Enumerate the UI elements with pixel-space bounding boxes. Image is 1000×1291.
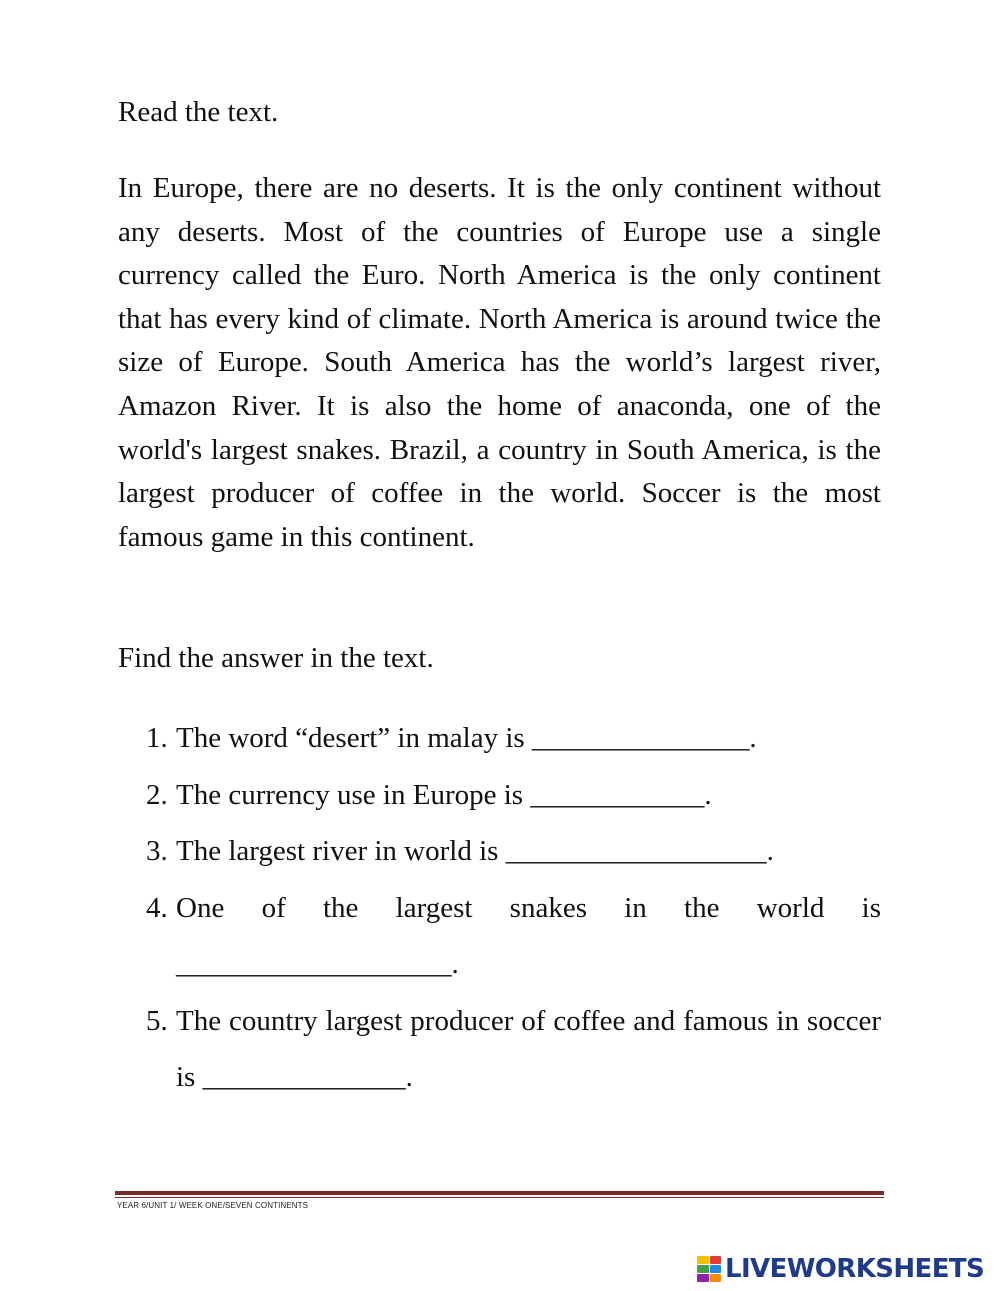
liveworksheets-logo-icon [697, 1256, 721, 1282]
question-number: 4. [146, 891, 168, 924]
question-text: The currency use in Europe is ____________. [176, 778, 712, 811]
logo-block [710, 1265, 722, 1273]
question-number: 5. [146, 1004, 168, 1037]
question-text: The largest river in world is __________________. [176, 835, 774, 867]
question-number: 2. [146, 778, 168, 811]
question-number: 3. [146, 835, 168, 867]
question-text: The word “desert” in malay is _______________. [176, 722, 757, 754]
question-text: The country largest producer of coffee and famous in soccer is ______________. [176, 1004, 881, 1093]
reading-passage: In Europe, there are no deserts. It is the only continent without any deserts. Most of the countries of Europe use a single currency called the Euro. North America is the only continent that has every kind of climate. North America is around twice the size of Europe. South America has the world’s largest river, Amazon River. It is also the home of anaconda, one of the world's largest snakes. Brazil, a country in South America, is the largest producer of coffee in the world. Soccer is the most famous game in this continent. [118, 172, 881, 553]
question-item [118, 710, 881, 767]
question-number: 1. [146, 722, 168, 754]
question-item [118, 767, 881, 824]
footer-divider [115, 1191, 884, 1195]
question-item [118, 823, 881, 880]
footer-text: YEAR 6/UNIT 1/ WEEK ONE/SEVEN CONTINENTS [117, 1201, 308, 1210]
logo-block [697, 1256, 709, 1264]
logo-block [697, 1274, 709, 1282]
footer-divider-thin [115, 1197, 884, 1198]
question-item [118, 880, 881, 993]
question-item [118, 993, 881, 1106]
logo-block [710, 1274, 722, 1282]
brand-name: LIVEWORKSHEETS [725, 1254, 985, 1284]
question-list [118, 710, 881, 1106]
question-text: One of the largest snakes in the world is ___________________. [176, 891, 881, 980]
find-instruction: Find the answer in the text. [118, 642, 434, 674]
read-instruction: Read the text. [118, 96, 279, 128]
brand-watermark [697, 1253, 984, 1285]
logo-block [697, 1265, 709, 1273]
logo-block [710, 1256, 722, 1264]
